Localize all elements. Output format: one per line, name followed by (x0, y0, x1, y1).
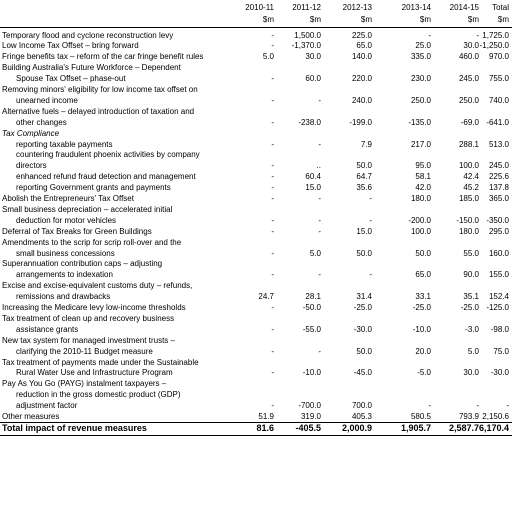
table-cell: 140.0 (351, 52, 372, 62)
row-label: Temporary flood and cyclone reconstruction levy (2, 30, 174, 40)
table-cell: -135.0 (408, 117, 431, 127)
table-cell: 50.0 (356, 248, 372, 258)
table-cell: 220.0 (351, 74, 372, 84)
table-cell: 217.0 (410, 139, 431, 149)
table-cell: 31.4 (356, 292, 372, 302)
row-label: Small business depreciation – accelerated initial (2, 204, 173, 214)
table-cell: 180.0 (410, 194, 431, 203)
row-label: Low Income Tax Offset – bring forward (2, 41, 139, 51)
table-cell: - (318, 95, 321, 105)
table-cell: - (271, 194, 274, 203)
table-cell: 5.0 (309, 248, 321, 258)
table-cell: - (271, 95, 274, 105)
table-cell: 45.2 (463, 183, 479, 193)
table-cell: - (318, 226, 321, 236)
table-cell: 185.0 (458, 194, 479, 203)
table-cell: -350.0 (486, 215, 509, 225)
table-cell: -641.0 (486, 117, 509, 127)
row-label: clarifying the 2010-11 Budget measure (16, 346, 153, 356)
table-cell: 5.0 (262, 52, 274, 62)
table-cell: -25.0 (460, 303, 479, 312)
table-cell: .. (316, 161, 321, 171)
table-cell: 35.6 (356, 183, 372, 193)
table-cell: 240.0 (351, 95, 372, 105)
table-cell: 405.3 (351, 412, 372, 421)
column-unit: $m (360, 15, 372, 24)
table-cell: -200.0 (408, 215, 431, 225)
table-cell: -25.0 (353, 303, 372, 312)
column-unit: $m (419, 15, 431, 24)
row-label: Superannuation contribution caps – adjusting (2, 259, 163, 269)
table-cell: -98.0 (490, 324, 509, 334)
total-label: Total impact of revenue measures (2, 423, 147, 434)
table-cell: 5.0 (467, 346, 479, 356)
table-cell: 55.0 (463, 248, 479, 258)
table-cell: 65.0 (415, 270, 431, 280)
table-cell: -125.0 (486, 303, 509, 312)
table-cell: 335.0 (410, 52, 431, 62)
row-label: Pay As You Go (PAYG) instalment taxpayers – (2, 379, 167, 389)
table-cell: -1,250.0 (479, 41, 509, 51)
column-unit: $m (497, 15, 509, 24)
table-cell: - (271, 30, 274, 40)
table-cell: - (271, 248, 274, 258)
row-label: reporting Government grants and payments (16, 183, 171, 193)
table-cell: 95.0 (415, 161, 431, 171)
table-cell: -238.0 (298, 117, 321, 127)
row-label: assistance grants (16, 324, 79, 334)
table-cell: 28.1 (305, 292, 321, 302)
table-cell: - (271, 183, 274, 193)
table-cell: 30.0 (305, 52, 321, 62)
table-cell: 42.4 (463, 172, 479, 182)
column-year: 2013-14 (401, 3, 431, 12)
table-cell: - (271, 324, 274, 334)
row-label: adjustment factor (16, 401, 78, 411)
total-cell: 81.6 (256, 423, 274, 434)
table-cell: 225.6 (488, 172, 509, 182)
table-cell: 50.0 (356, 161, 372, 171)
table-header (0, 1, 512, 28)
table-cell: 160.0 (488, 248, 509, 258)
column-header (381, 3, 431, 25)
row-label: Building Australia's Future Workforce – Dependent (2, 63, 181, 73)
table-cell: - (271, 226, 274, 236)
table-cell: 30.0 (463, 41, 479, 51)
column-year: Total (492, 3, 509, 12)
table-cell: 700.0 (351, 401, 372, 411)
table-cell: -69.0 (460, 117, 479, 127)
table-cell: - (271, 270, 274, 280)
table-cell: - (271, 41, 274, 51)
total-cell: 1,905.7 (400, 423, 431, 434)
column-year: 2014-15 (449, 3, 479, 12)
column-unit: $m (262, 15, 274, 24)
table-cell: - (271, 139, 274, 149)
table-cell: - (318, 270, 321, 280)
row-label: Removing minors' eligibility for low income tax offset on (2, 85, 198, 94)
column-year: 2012-13 (342, 3, 372, 12)
table-cell: 365.0 (488, 194, 509, 203)
row-label: arrangements to indexation (16, 270, 113, 280)
total-cell: 6,170.4 (478, 423, 509, 434)
row-label: Alternative fuels – delayed introduction of taxation and (2, 106, 195, 116)
column-year: 2010-11 (245, 3, 274, 12)
table-cell: -55.0 (302, 324, 321, 334)
table-cell: - (318, 194, 321, 203)
table-cell: 250.0 (458, 95, 479, 105)
row-label: reporting taxable payments (16, 139, 113, 149)
row-label: New tax system for managed investment trusts – (2, 335, 175, 345)
row-label: other changes (16, 117, 67, 127)
table-cell: - (271, 303, 274, 312)
table-cell: 513.0 (488, 139, 509, 149)
column-unit: $m (309, 15, 321, 24)
table-cell: 755.0 (488, 74, 509, 84)
row-label: Fringe benefits tax – reform of the car fringe benefit rules (2, 52, 204, 62)
table-cell: 33.1 (415, 292, 431, 302)
table-cell: - (428, 30, 431, 40)
row-label: Rural Water Use and Infrastructure Program (16, 368, 173, 378)
table-cell: 295.0 (488, 226, 509, 236)
column-header (271, 3, 321, 25)
table-cell: 58.1 (415, 172, 431, 182)
table-cell: -150.0 (456, 215, 479, 225)
table-cell: 460.0 (458, 52, 479, 62)
table-cell: 25.0 (415, 41, 431, 51)
bottom-rule (0, 435, 512, 436)
row-label: Spouse Tax Offset – phase-out (16, 74, 126, 84)
table-cell: 15.0 (305, 183, 321, 193)
table-cell: - (476, 401, 479, 411)
table-cell: 245.0 (488, 161, 509, 171)
table-cell: 225.0 (351, 30, 372, 40)
table-cell: - (271, 74, 274, 84)
table-cell: -30.0 (353, 324, 372, 334)
table-cell: - (506, 401, 509, 411)
table-cell: 1,725.0 (482, 30, 509, 40)
table-cell: 793.9 (458, 412, 479, 421)
table-cell: 64.7 (356, 172, 372, 182)
table-cell: 250.0 (410, 95, 431, 105)
table-cell: 137.8 (488, 183, 509, 193)
table-cell: -3.0 (465, 324, 479, 334)
table-cell: - (476, 30, 479, 40)
table-cell: 60.4 (305, 172, 321, 182)
table-cell: 2,150.6 (482, 412, 509, 421)
table-cell: -10.0 (302, 368, 321, 378)
column-header (224, 3, 274, 25)
table-cell: 180.0 (458, 226, 479, 236)
table-cell: 90.0 (463, 270, 479, 280)
table-cell: - (369, 215, 372, 225)
table-cell: 100.0 (410, 226, 431, 236)
table-cell: -25.0 (412, 303, 431, 312)
table-cell: -199.0 (349, 117, 372, 127)
row-label: Tax treatment of payments made under the Sustainable (2, 357, 199, 367)
table-cell: - (318, 139, 321, 149)
table-cell: - (369, 194, 372, 203)
table-cell: 24.7 (258, 292, 274, 302)
row-label: Excise and excise-equivalent customs duty – refunds, (2, 281, 193, 291)
table-cell: - (271, 161, 274, 171)
table-cell: 35.1 (463, 292, 479, 302)
column-year: 2011-12 (292, 3, 321, 12)
row-label: enhanced refund fraud detection and management (16, 172, 196, 182)
table-cell: 50.0 (415, 248, 431, 258)
row-label: Deferral of Tax Breaks for Green Buildings (2, 226, 152, 236)
row-label: Abolish the Entrepreneurs' Tax Offset (2, 194, 134, 203)
table-cell: 75.0 (493, 346, 509, 356)
table-cell: 152.4 (488, 292, 509, 302)
row-label: Tax Compliance (2, 128, 60, 138)
column-header (459, 3, 509, 25)
table-cell: 50.0 (356, 346, 372, 356)
table-cell: - (369, 270, 372, 280)
table-cell: - (271, 117, 274, 127)
table-cell: 155.0 (488, 270, 509, 280)
table-cell: 51.9 (258, 412, 274, 421)
table-cell: - (271, 172, 274, 182)
row-label: remissions and drawbacks (16, 292, 111, 302)
table-cell: - (428, 401, 431, 411)
table-cell: -1,370.0 (291, 41, 321, 51)
total-cell: 2,000.9 (341, 423, 372, 434)
table-cell: 65.0 (356, 41, 372, 51)
table-cell: 7.9 (360, 139, 372, 149)
row-label: Other measures (2, 412, 60, 421)
table-cell: - (271, 368, 274, 378)
row-label: Tax treatment of clean up and recovery business (2, 313, 175, 323)
table-cell: -50.0 (302, 303, 321, 312)
row-label: small business concessions (16, 248, 115, 258)
table-cell: -10.0 (412, 324, 431, 334)
table-cell: 740.0 (488, 95, 509, 105)
row-label: Amendments to the scrip for scrip roll-over and the (2, 237, 182, 247)
row-label: Increasing the Medicare levy low-income thresholds (2, 303, 186, 312)
row-label: reduction in the gross domestic product (GDP) (16, 390, 181, 400)
table-cell: 20.0 (415, 346, 431, 356)
table-cell: -5.0 (417, 368, 431, 378)
table-cell: 245.0 (458, 74, 479, 84)
table-cell: - (318, 215, 321, 225)
table-cell: 100.0 (458, 161, 479, 171)
table-cell: 1,500.0 (294, 30, 321, 40)
column-header (322, 3, 372, 25)
table-cell: - (318, 346, 321, 356)
total-cell: -405.5 (295, 423, 321, 434)
column-unit: $m (467, 15, 479, 24)
row-label: countering fraudulent phoenix activities by company (16, 150, 200, 160)
table-cell: 288.1 (458, 139, 479, 149)
table-cell: 319.0 (300, 412, 321, 421)
table-cell: 30.0 (463, 368, 479, 378)
row-label: unearned income (16, 95, 78, 105)
row-label: directors (16, 161, 47, 171)
table-cell: -45.0 (353, 368, 372, 378)
table-cell: 15.0 (356, 226, 372, 236)
table-cell: 970.0 (488, 52, 509, 62)
table-cell: 42.0 (415, 183, 431, 193)
table-cell: - (271, 346, 274, 356)
table-cell: 60.0 (305, 74, 321, 84)
table-cell: - (271, 401, 274, 411)
total-cell: 2,587.7 (448, 423, 479, 434)
table-cell: -700.0 (298, 401, 321, 411)
table-cell: -30.0 (490, 368, 509, 378)
table-cell: 580.5 (410, 412, 431, 421)
row-label: deduction for motor vehicles (16, 215, 117, 225)
table-cell: - (271, 215, 274, 225)
table-cell: 230.0 (410, 74, 431, 84)
